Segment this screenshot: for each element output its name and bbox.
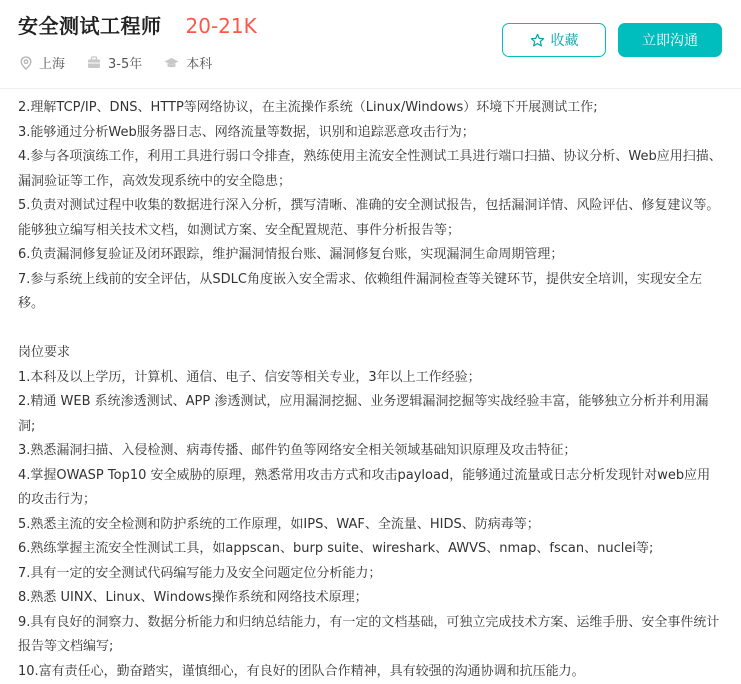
location-pin-icon bbox=[20, 56, 32, 70]
meta-experience bbox=[87, 53, 142, 72]
requirement-item: 4.掌握OWASP Top10 安全威胁的原理，熟悉常用攻击方式和攻击payload，能够通过流量或日志分析发现针对web应用的攻击行为； bbox=[18, 464, 723, 513]
chat-now-label: 立即沟通 bbox=[642, 30, 698, 50]
job-header bbox=[0, 0, 741, 89]
requirement-item: 8.熟悉 UINX、Linux、Windows操作系统和网络技术原理； bbox=[18, 586, 723, 611]
job-description bbox=[18, 96, 723, 684]
requirement-item: 5.熟悉主流的安全检测和防护系统的工作原理，如IPS、WAF、全流量、HIDS、防病毒等； bbox=[18, 513, 723, 538]
title-row bbox=[18, 10, 257, 39]
spacer bbox=[18, 317, 723, 342]
job-title: 安全测试工程师 bbox=[18, 10, 162, 39]
star-icon bbox=[530, 33, 545, 48]
duty-item: 7.参与系统上线前的安全评估，从SDLC角度嵌入安全需求、依赖组件漏洞检查等关键环节，提供安全培训，实现安全左移。 bbox=[18, 268, 723, 317]
duty-item: 4.参与各项演练工作，利用工具进行弱口令排查，熟练使用主流安全性测试工具进行端口扫描、协议分析、Web应用扫描、漏洞验证等工作，高效发现系统中的安全隐患； bbox=[18, 145, 723, 194]
salary: 20-21K bbox=[186, 14, 257, 38]
chat-now-button[interactable] bbox=[618, 23, 722, 57]
requirement-item: 9.具有良好的洞察力、数据分析能力和归纳总结能力，有一定的文档基础，可独立完成技术方案、运维手册、安全事件统计报告等文档编写; bbox=[18, 611, 723, 660]
favorite-label: 收藏 bbox=[551, 30, 579, 50]
briefcase-icon bbox=[87, 56, 101, 69]
requirement-item: 1.本科及以上学历，计算机、通信、电子、信安等相关专业，3年以上工作经验； bbox=[18, 366, 723, 391]
education-text: 本科 bbox=[186, 53, 212, 72]
meta-education bbox=[164, 53, 212, 72]
requirement-item: 3.熟悉漏洞扫描、入侵检测、病毒传播、邮件钓鱼等网络安全相关领域基础知识原理及攻击特征； bbox=[18, 439, 723, 464]
meta-location bbox=[20, 53, 65, 72]
job-meta bbox=[20, 53, 234, 72]
duty-item: 3.能够通过分析Web服务器日志、网络流量等数据，识别和追踪恶意攻击行为； bbox=[18, 121, 723, 146]
requirement-item: 6.熟练掌握主流安全性测试工具，如appscan、burp suite、wireshark、AWVS、nmap、fscan、nuclei等; bbox=[18, 537, 723, 562]
duty-item: 6.负责漏洞修复验证及闭环跟踪，维护漏洞情报台账、漏洞修复台账，实现漏洞生命周期管理； bbox=[18, 243, 723, 268]
duty-item: 5.负责对测试过程中收集的数据进行深入分析，撰写清晰、准确的安全测试报告，包括漏洞详情、风险评估、修复建议等。能够独立编写相关技术文档，如测试方案、安全配置规范、事件分析报告等； bbox=[18, 194, 723, 243]
duty-item: 2.理解TCP/IP、DNS、HTTP等网络协议，在主流操作系统（Linux/Windows）环境下开展测试工作; bbox=[18, 96, 723, 121]
location-text: 上海 bbox=[39, 53, 65, 72]
graduation-cap-icon bbox=[164, 57, 179, 69]
experience-text: 3-5年 bbox=[108, 53, 142, 72]
requirement-item: 2.精通 WEB 系统渗透测试、APP 渗透测试，应用漏洞挖掘、业务逻辑漏洞挖掘等实战经验丰富，能够独立分析并利用漏洞; bbox=[18, 390, 723, 439]
requirements-heading: 岗位要求 bbox=[18, 341, 723, 366]
requirement-item: 10.富有责任心，勤奋踏实，谨慎细心，有良好的团队合作精神，具有较强的沟通协调和抗压能力。 bbox=[18, 660, 723, 684]
requirement-item: 7.具有一定的安全测试代码编写能力及安全问题定位分析能力； bbox=[18, 562, 723, 587]
favorite-button[interactable] bbox=[502, 23, 606, 57]
